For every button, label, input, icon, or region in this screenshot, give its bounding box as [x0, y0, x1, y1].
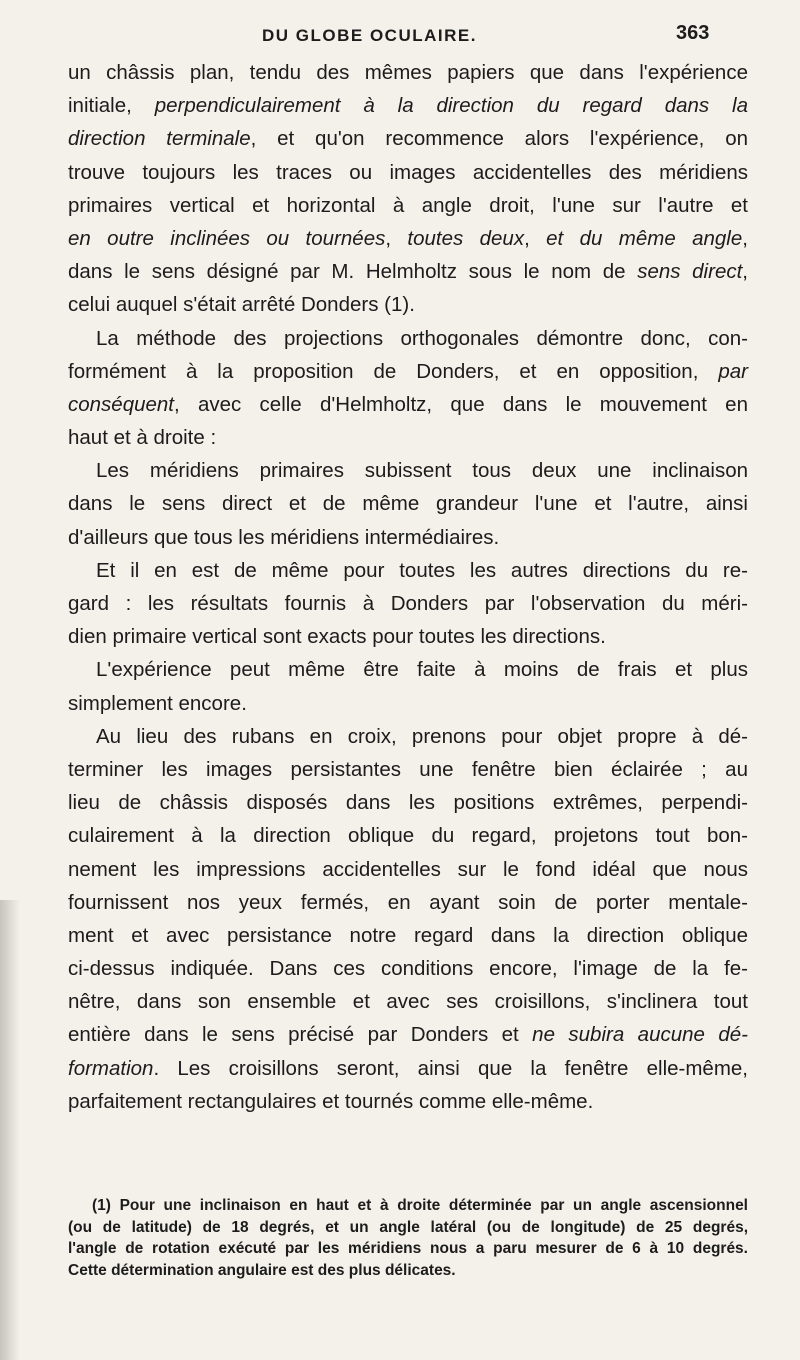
text-run: nement les impressions accidentelles sur le fond idéal que nous: [68, 857, 748, 881]
main-text: [68, 56, 748, 1118]
italic-run: d'ailleurs que tous les méridiens intermédiaires.: [68, 525, 500, 549]
text-run: culairement à la direction oblique du regard, projetons tout bon-: [68, 824, 748, 848]
text-line: [68, 521, 748, 554]
text-run: haut et à droite :: [68, 426, 217, 450]
text-line: [68, 89, 748, 122]
text-run: . Les croisillons seront, ainsi que la fenêtre elle-même,: [153, 1056, 748, 1080]
text-run: nêtre, dans son ensemble et avec ses croisillons, s'inclinera tout: [68, 990, 748, 1014]
italic-run: sens direct: [637, 260, 743, 284]
text-run: Et il en est de même pour toutes les autres directions du re-: [96, 558, 748, 582]
footnote-line: (1) Pour une inclinaison en haut et à droite déterminée par un angle ascensionnel: [92, 1197, 748, 1214]
text-run: ci-dessus indiquée. Dans ces conditions encore, l'image de la fe-: [68, 957, 748, 981]
text-line: [68, 454, 748, 487]
text-line: [68, 122, 748, 155]
text-run: lieu de châssis disposés dans les positions extrêmes, perpendi-: [68, 791, 748, 815]
text-run: dien primaire vertical sont exacts pour toutes les directions.: [68, 625, 606, 649]
page-number: 363: [676, 22, 710, 44]
text-run: ,: [524, 226, 547, 250]
text-run: La méthode des projections orthogonales démontre donc, con-: [96, 326, 748, 350]
text-line: [68, 255, 748, 288]
text-line: [68, 288, 748, 321]
text-line: [68, 421, 748, 454]
italic-run: dans le sens direct et de même grandeur l'une et l'autre, ainsi: [68, 492, 748, 516]
text-run: ,: [742, 260, 748, 284]
italic-run: conséquent: [68, 392, 175, 416]
italic-run: par: [718, 359, 748, 383]
text-run: trouve toujours les traces ou images accidentelles des méridiens: [68, 160, 748, 184]
text-run: ,: [385, 226, 408, 250]
binding-shadow: [0, 900, 20, 1360]
text-run: ment et avec persistance notre regard dans la direction oblique: [68, 923, 748, 947]
text-run: gard : les résultats fournis à Donders par l'observation du méri-: [68, 592, 748, 615]
text-line: [68, 753, 748, 786]
text-line: [68, 687, 748, 720]
text-run: un châssis plan, tendu des mêmes papiers que dans l'expérience: [68, 61, 748, 84]
text-line: [68, 355, 748, 388]
text-run: formément à la proposition de Donders, et en opposition,: [68, 359, 719, 383]
text-run: L'expérience peut même être faite à moins de frais et plus: [96, 658, 748, 682]
italic-run: Les méridiens primaires subissent tous deux une inclinaison: [96, 459, 748, 483]
text-run: parfaitement rectangulaires et tournés comme elle-même.: [68, 1089, 594, 1113]
footnote-line: l'angle de rotation exécuté par les méridiens nous a paru mesurer de 6 à 10 degrés.: [68, 1240, 748, 1257]
running-head: DU GLOBE OCULAIRE.: [262, 26, 477, 45]
text-run: primaires vertical et horizontal à angle droit, l'une sur l'autre et: [68, 193, 748, 217]
italic-run: formation: [68, 1056, 154, 1080]
text-line: [68, 322, 748, 355]
text-line: [68, 886, 748, 919]
text-line: [68, 56, 748, 89]
text-run: , avec celle d'Helmholtz, que dans le mouvement en: [174, 392, 748, 416]
text-line: [68, 222, 748, 255]
italic-run: ne subira aucune dé-: [532, 1023, 748, 1047]
italic-run: et du même angle: [546, 226, 743, 250]
footnote-line: (ou de latitude) de 18 degrés, et un angle latéral (ou de longitude) de 25 degrés,: [68, 1218, 748, 1236]
footnote-line: Cette détermination angulaire est des plus délicates.: [68, 1261, 456, 1279]
text-line: [68, 653, 748, 686]
text-line: [68, 1018, 748, 1051]
text-line: [68, 189, 748, 222]
text-line: [68, 620, 748, 653]
text-line: [68, 786, 748, 819]
text-run: dans le sens désigné par M. Helmholtz sous le nom de: [68, 260, 638, 284]
text-line: [68, 819, 748, 852]
page-header: [0, 22, 800, 52]
text-line: [68, 554, 748, 587]
text-line: [68, 720, 748, 753]
italic-run: perpendiculairement à la direction du regard dans la: [154, 94, 748, 118]
text-run: Au lieu des rubans en croix, prenons pour objet propre à dé-: [96, 724, 748, 748]
italic-run: toutes deux: [407, 226, 525, 250]
text-line: [68, 487, 748, 520]
text-run: ,: [742, 226, 748, 250]
text-line: [68, 1052, 748, 1085]
text-run: celui auquel s'était arrêté Donders (1).: [68, 293, 415, 317]
text-run: initiale,: [68, 94, 155, 118]
text-line: [68, 952, 748, 985]
text-run: terminer les images persistantes une fenêtre bien éclairée ; au: [68, 757, 748, 781]
text-line: [68, 156, 748, 189]
text-line: [68, 587, 748, 620]
text-run: fournissent nos yeux fermés, en ayant soin de porter mentale-: [68, 890, 748, 914]
text-line: [68, 1085, 748, 1118]
text-run: entière dans le sens précisé par Donders et: [68, 1023, 533, 1047]
text-line: [68, 919, 748, 952]
text-line: [68, 853, 748, 886]
footnote: [68, 1195, 748, 1281]
italic-run: direction terminale: [68, 127, 251, 151]
text-run: , et qu'on recommence alors l'expérience, on: [250, 127, 748, 151]
italic-run: en outre inclinées ou tournées: [68, 226, 386, 250]
text-run: simplement encore.: [68, 691, 247, 715]
text-line: [68, 985, 748, 1018]
text-line: [68, 388, 748, 421]
